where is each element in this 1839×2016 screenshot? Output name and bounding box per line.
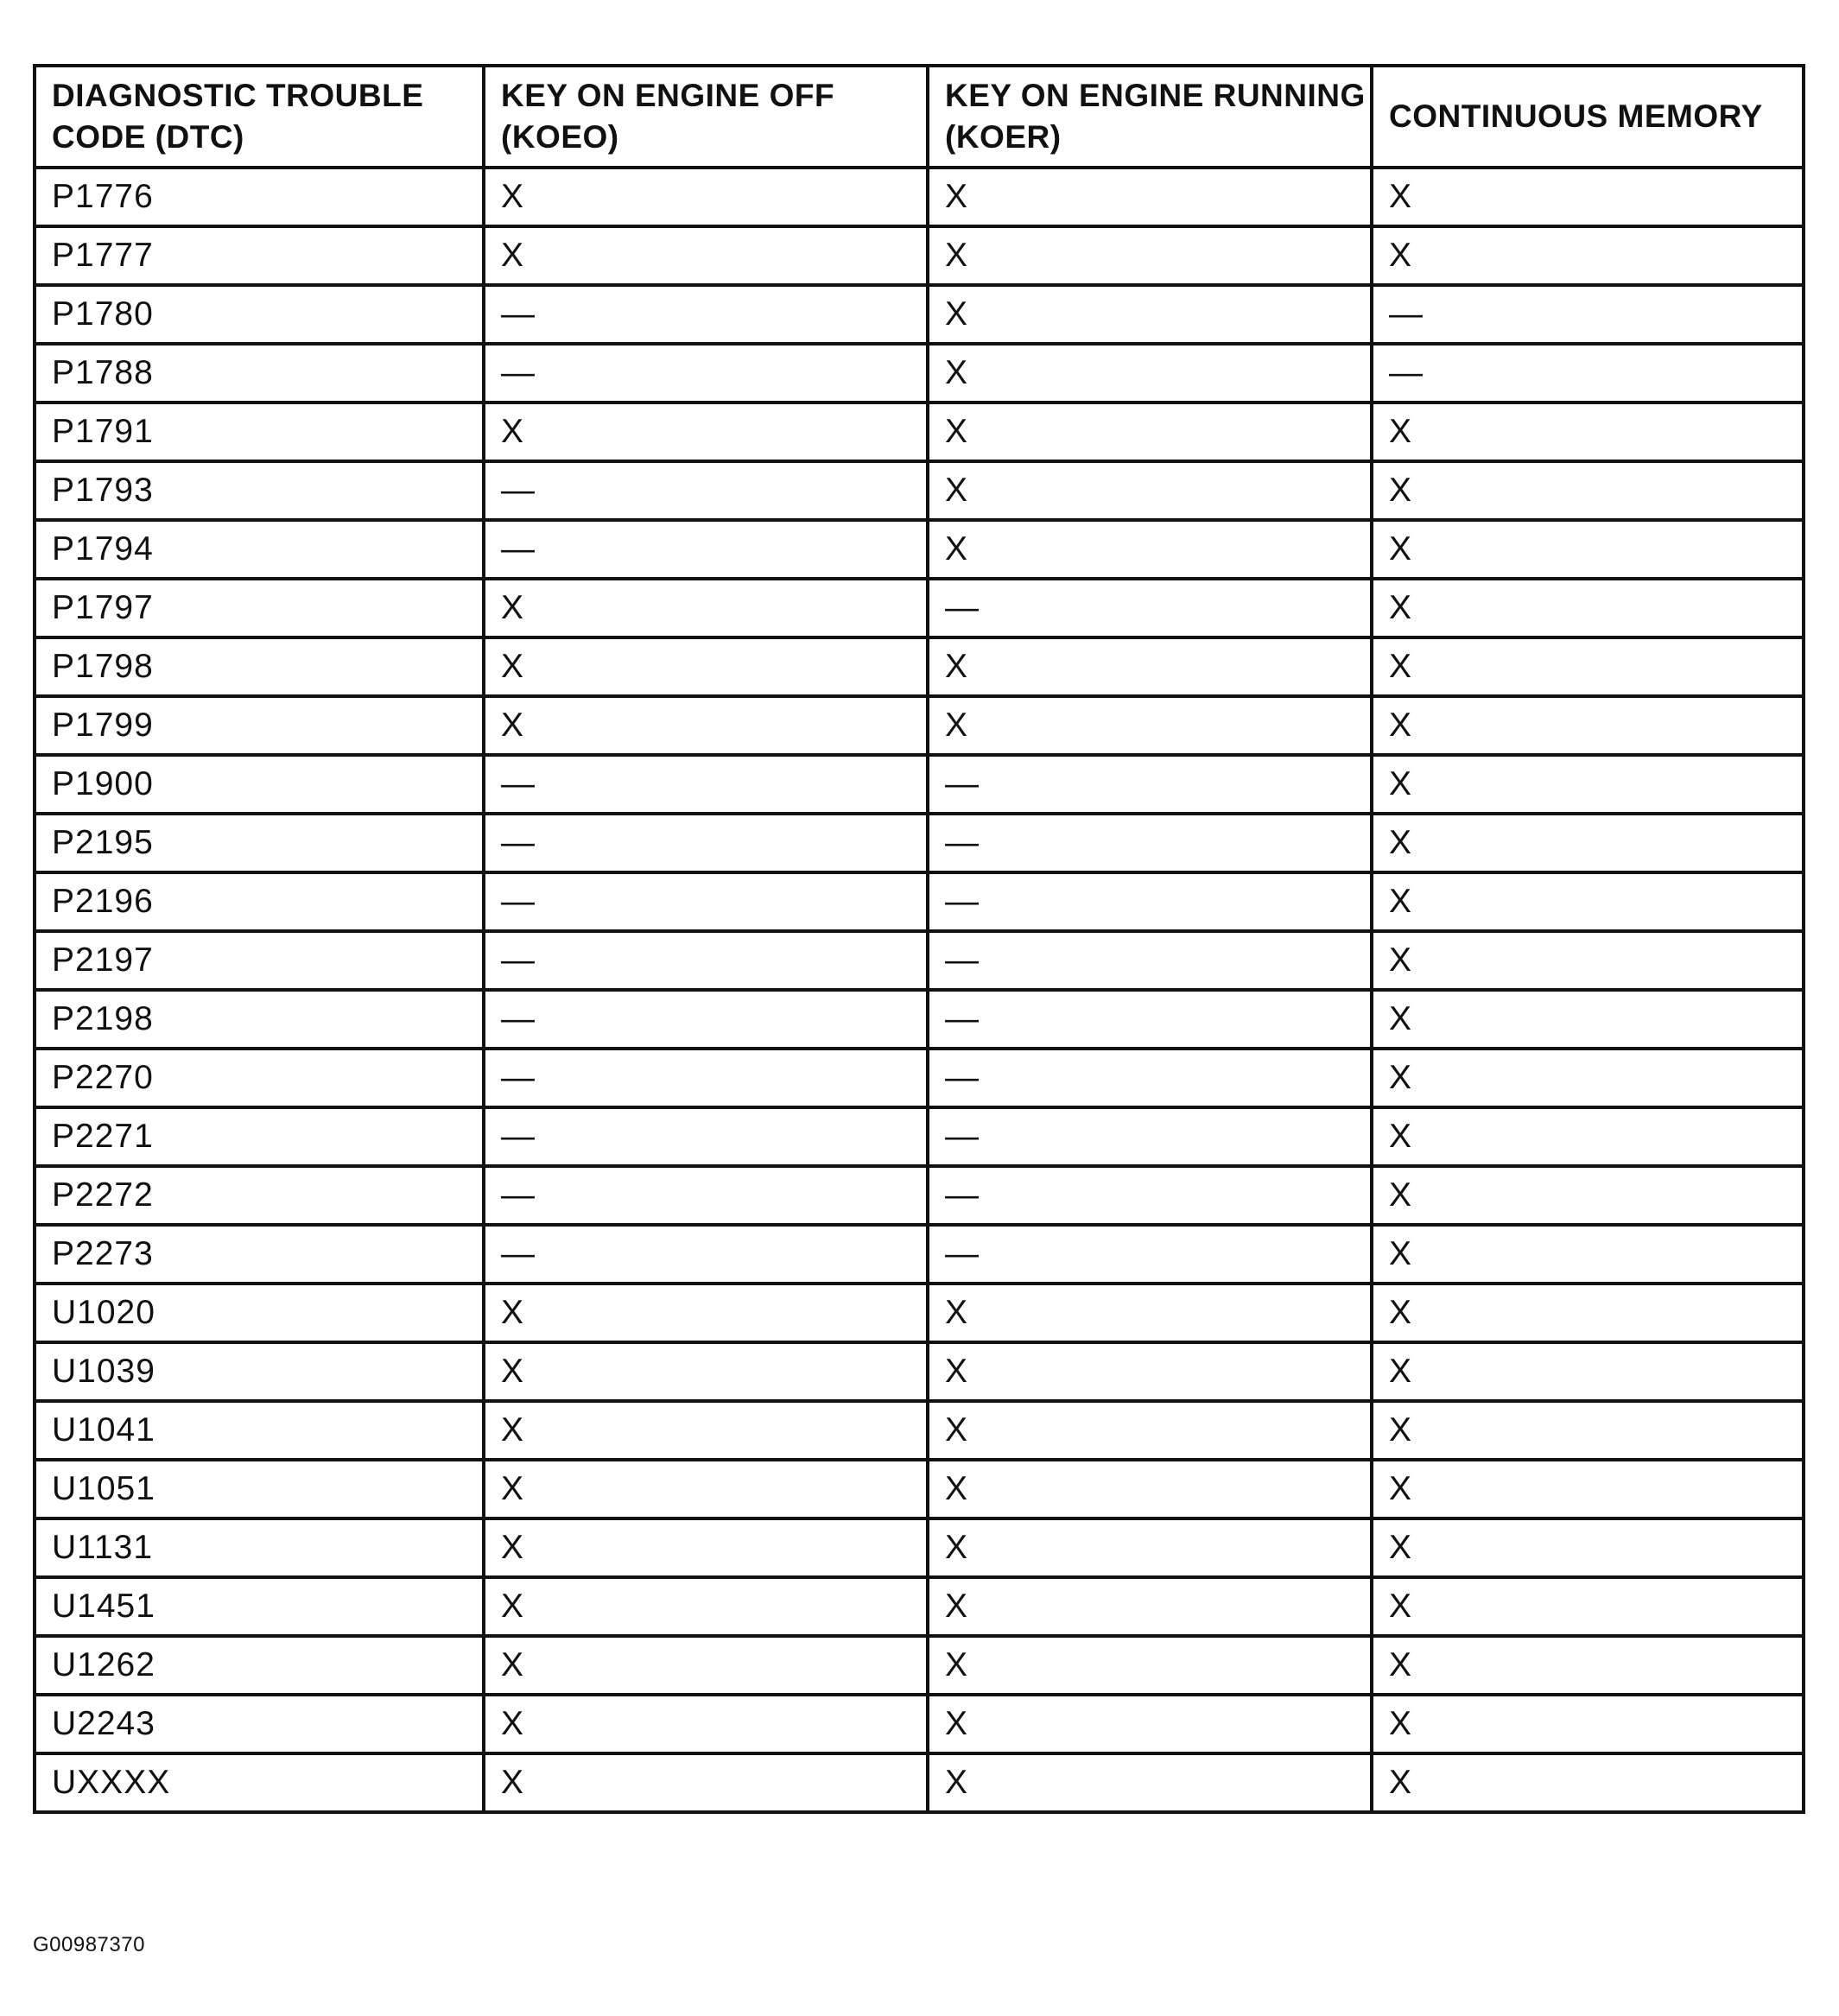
table-row [35,1695,1804,1753]
table-row [35,1166,1804,1225]
koer-cell: X [928,1753,1372,1812]
koer-cell: X [928,696,1372,755]
continuous-memory-cell: X [1372,1107,1804,1166]
dtc-code-cell: P2197 [35,931,484,990]
koeo-cell: — [484,344,928,403]
continuous-memory-cell: X [1372,1284,1804,1342]
koeo-cell: X [484,1460,928,1518]
koeo-cell: X [484,637,928,696]
koer-cell: X [928,1518,1372,1577]
dtc-code-cell: P2273 [35,1225,484,1284]
continuous-memory-cell: X [1372,1049,1804,1107]
koeo-cell: X [484,579,928,637]
koeo-cell: X [484,1636,928,1695]
koeo-cell: — [484,461,928,520]
koeo-cell: X [484,1695,928,1753]
koeo-cell: X [484,1577,928,1636]
continuous-memory-cell: X [1372,755,1804,814]
table-row [35,872,1804,931]
table-body [35,168,1804,1812]
koeo-cell: X [484,403,928,461]
dtc-code-cell: U1262 [35,1636,484,1695]
koer-cell: X [928,1695,1372,1753]
continuous-memory-cell: X [1372,696,1804,755]
continuous-memory-cell: X [1372,872,1804,931]
header-dtc: DIAGNOSTIC TROUBLE CODE (DTC) [35,66,484,168]
koer-cell: X [928,461,1372,520]
dtc-code-cell: P2271 [35,1107,484,1166]
dtc-code-cell: P2196 [35,872,484,931]
table-row [35,931,1804,990]
table-row [35,226,1804,285]
dtc-figure [33,64,1802,1814]
dtc-code-cell: U2243 [35,1695,484,1753]
dtc-code-cell: U1041 [35,1401,484,1460]
dtc-code-cell: U1451 [35,1577,484,1636]
koeo-cell: — [484,1049,928,1107]
continuous-memory-cell: X [1372,637,1804,696]
continuous-memory-cell: X [1372,1225,1804,1284]
koer-cell: X [928,344,1372,403]
table-row [35,814,1804,872]
table-row [35,1636,1804,1695]
koer-cell: — [928,1049,1372,1107]
dtc-code-cell: P1799 [35,696,484,755]
koer-cell: — [928,579,1372,637]
header-continuous-memory: CONTINUOUS MEMORY [1372,66,1804,168]
koer-cell: — [928,755,1372,814]
table-row [35,755,1804,814]
table-row [35,1284,1804,1342]
continuous-memory-cell: X [1372,1401,1804,1460]
dtc-code-cell: P2195 [35,814,484,872]
koer-cell: X [928,1460,1372,1518]
dtc-code-cell: P1776 [35,168,484,226]
koeo-cell: X [484,1518,928,1577]
koer-cell: X [928,637,1372,696]
koer-cell: — [928,990,1372,1049]
dtc-code-cell: P1797 [35,579,484,637]
dtc-code-cell: P2270 [35,1049,484,1107]
continuous-memory-cell: X [1372,1460,1804,1518]
table-row [35,1401,1804,1460]
table-row [35,1753,1804,1812]
dtc-code-cell: P2198 [35,990,484,1049]
table-row [35,1577,1804,1636]
koer-cell: X [928,1284,1372,1342]
koer-cell: X [928,403,1372,461]
koeo-cell: X [484,696,928,755]
table-row [35,285,1804,344]
header-koer: KEY ON ENGINE RUNNING (KOER) [928,66,1372,168]
koer-cell: X [928,1342,1372,1401]
dtc-code-cell: P1791 [35,403,484,461]
table-row [35,461,1804,520]
continuous-memory-cell: X [1372,1636,1804,1695]
dtc-code-cell: P1777 [35,226,484,285]
continuous-memory-cell: X [1372,990,1804,1049]
table-row [35,520,1804,579]
dtc-code-cell: P1793 [35,461,484,520]
continuous-memory-cell: X [1372,1577,1804,1636]
continuous-memory-cell: X [1372,461,1804,520]
continuous-memory-cell: X [1372,814,1804,872]
dtc-code-cell: U1039 [35,1342,484,1401]
koeo-cell: — [484,814,928,872]
continuous-memory-cell: — [1372,285,1804,344]
continuous-memory-cell: X [1372,1518,1804,1577]
koer-cell: — [928,1166,1372,1225]
dtc-code-cell: U1131 [35,1518,484,1577]
koeo-cell: X [484,1401,928,1460]
koer-cell: — [928,872,1372,931]
continuous-memory-cell: X [1372,579,1804,637]
koer-cell: X [928,1401,1372,1460]
header-koeo: KEY ON ENGINE OFF (KOEO) [484,66,928,168]
continuous-memory-cell: X [1372,1342,1804,1401]
table-row [35,168,1804,226]
table-row [35,1518,1804,1577]
continuous-memory-cell: X [1372,1753,1804,1812]
koeo-cell: — [484,872,928,931]
koer-cell: X [928,168,1372,226]
dtc-code-cell: U1020 [35,1284,484,1342]
koer-cell: — [928,931,1372,990]
continuous-memory-cell: X [1372,931,1804,990]
koeo-cell: — [484,990,928,1049]
dtc-code-cell: P1788 [35,344,484,403]
koer-cell: X [928,1636,1372,1695]
koeo-cell: X [484,226,928,285]
koeo-cell: X [484,1753,928,1812]
table-row [35,1225,1804,1284]
koer-cell: X [928,226,1372,285]
koeo-cell: — [484,520,928,579]
continuous-memory-cell: X [1372,168,1804,226]
table-row [35,990,1804,1049]
continuous-memory-cell: — [1372,344,1804,403]
table-row [35,637,1804,696]
dtc-test-table [33,64,1805,1814]
koer-cell: — [928,1225,1372,1284]
table-row [35,696,1804,755]
dtc-code-cell: U1051 [35,1460,484,1518]
dtc-code-cell: UXXXX [35,1753,484,1812]
table-row [35,1342,1804,1401]
table-row [35,1107,1804,1166]
dtc-code-cell: P2272 [35,1166,484,1225]
koeo-cell: — [484,1166,928,1225]
koeo-cell: — [484,755,928,814]
koeo-cell: — [484,931,928,990]
dtc-code-cell: P1794 [35,520,484,579]
koer-cell: X [928,285,1372,344]
table-row [35,579,1804,637]
figure-id-caption: G00987370 [33,1933,145,1956]
table-row [35,344,1804,403]
koeo-cell: X [484,1342,928,1401]
koeo-cell: X [484,1284,928,1342]
table-row [35,403,1804,461]
koeo-cell: — [484,1107,928,1166]
koeo-cell: — [484,285,928,344]
table-row [35,1460,1804,1518]
continuous-memory-cell: X [1372,1166,1804,1225]
table-row [35,1049,1804,1107]
dtc-code-cell: P1900 [35,755,484,814]
continuous-memory-cell: X [1372,403,1804,461]
koer-cell: X [928,520,1372,579]
continuous-memory-cell: X [1372,520,1804,579]
koer-cell: — [928,814,1372,872]
header-row [35,66,1804,168]
continuous-memory-cell: X [1372,1695,1804,1753]
koer-cell: — [928,1107,1372,1166]
koeo-cell: X [484,168,928,226]
dtc-code-cell: P1798 [35,637,484,696]
koeo-cell: — [484,1225,928,1284]
continuous-memory-cell: X [1372,226,1804,285]
dtc-code-cell: P1780 [35,285,484,344]
koer-cell: X [928,1577,1372,1636]
